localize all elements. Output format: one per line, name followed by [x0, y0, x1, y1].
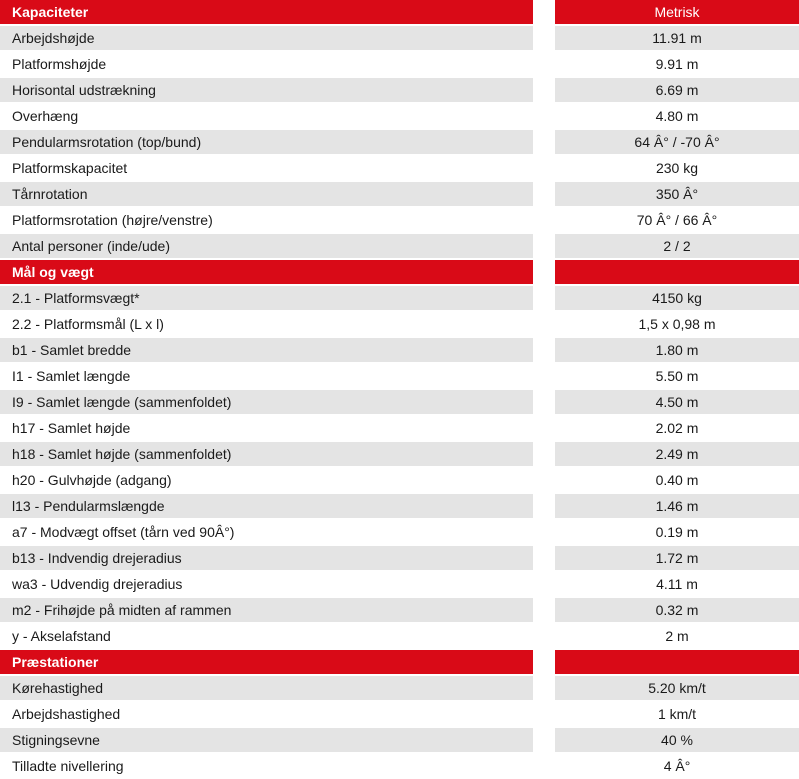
row-label: h17 - Samlet højde — [0, 416, 533, 440]
table-row — [0, 208, 799, 232]
row-label: h18 - Samlet højde (sammenfoldet) — [0, 442, 533, 466]
table-row — [0, 130, 799, 154]
row-label: Platformskapacitet — [0, 156, 533, 180]
row-label: l13 - Pendularmslængde — [0, 494, 533, 518]
row-value: 70 Â° / 66 Â° — [555, 208, 799, 232]
row-label: Tårnrotation — [0, 182, 533, 206]
table-row — [0, 442, 799, 466]
row-value: 5.20 km/t — [555, 676, 799, 700]
row-label: Stigningsevne — [0, 728, 533, 752]
row-value: 0.32 m — [555, 598, 799, 622]
table-row — [0, 338, 799, 362]
row-value: 1,5 x 0,98 m — [555, 312, 799, 336]
table-row — [0, 26, 799, 50]
row-value: 11.91 m — [555, 26, 799, 50]
table-row — [0, 416, 799, 440]
row-value: 2 / 2 — [555, 234, 799, 258]
row-label: h20 - Gulvhøjde (adgang) — [0, 468, 533, 492]
row-label: I1 - Samlet længde — [0, 364, 533, 388]
row-value: 2.49 m — [555, 442, 799, 466]
table-row — [0, 104, 799, 128]
row-label: y - Akselafstand — [0, 624, 533, 648]
row-value: 4.50 m — [555, 390, 799, 414]
row-value: 6.69 m — [555, 78, 799, 102]
row-label: Tilladte nivellering — [0, 754, 533, 778]
row-label: b13 - Indvendig drejeradius — [0, 546, 533, 570]
row-value: 1.46 m — [555, 494, 799, 518]
row-label: Pendularmsrotation (top/bund) — [0, 130, 533, 154]
table-row — [0, 520, 799, 544]
section-header-maal-og-vaegt — [0, 260, 799, 284]
row-value: 4.11 m — [555, 572, 799, 596]
table-row — [0, 312, 799, 336]
row-value: 230 kg — [555, 156, 799, 180]
table-row — [0, 728, 799, 752]
row-label: a7 - Modvægt offset (tårn ved 90Â°) — [0, 520, 533, 544]
table-row — [0, 52, 799, 76]
row-label: Overhæng — [0, 104, 533, 128]
row-value: 9.91 m — [555, 52, 799, 76]
section-title: Præstationer — [0, 650, 533, 674]
row-value: 2 m — [555, 624, 799, 648]
row-value: 4.80 m — [555, 104, 799, 128]
row-label: Kørehastighed — [0, 676, 533, 700]
row-label: 2.2 - Platformsmål (L x l) — [0, 312, 533, 336]
row-label: I9 - Samlet længde (sammenfoldet) — [0, 390, 533, 414]
table-row — [0, 182, 799, 206]
row-value: 0.40 m — [555, 468, 799, 492]
row-value: 1 km/t — [555, 702, 799, 726]
table-row — [0, 468, 799, 492]
row-label: 2.1 - Platformsvægt* — [0, 286, 533, 310]
table-row — [0, 364, 799, 388]
table-row — [0, 702, 799, 726]
table-row — [0, 390, 799, 414]
section-header-praestationer — [0, 650, 799, 674]
row-value: 4150 kg — [555, 286, 799, 310]
table-row — [0, 546, 799, 570]
row-value: 1.80 m — [555, 338, 799, 362]
table-row — [0, 78, 799, 102]
row-value: 350 Â° — [555, 182, 799, 206]
table-row — [0, 624, 799, 648]
row-value: 4 Â° — [555, 754, 799, 778]
row-label: b1 - Samlet bredde — [0, 338, 533, 362]
table-row — [0, 598, 799, 622]
row-label: Antal personer (inde/ude) — [0, 234, 533, 258]
row-value: 40 % — [555, 728, 799, 752]
row-value: 1.72 m — [555, 546, 799, 570]
table-row — [0, 572, 799, 596]
section-title: Mål og vægt — [0, 260, 533, 284]
column-header — [555, 260, 799, 284]
table-row — [0, 234, 799, 258]
row-value: 64 Â° / -70 Â° — [555, 130, 799, 154]
section-header-kapaciteter — [0, 0, 799, 24]
table-row — [0, 676, 799, 700]
section-title: Kapaciteter — [0, 0, 533, 24]
row-label: Arbejdshøjde — [0, 26, 533, 50]
row-value: 2.02 m — [555, 416, 799, 440]
table-row — [0, 754, 799, 778]
row-label: m2 - Frihøjde på midten af rammen — [0, 598, 533, 622]
column-header — [555, 650, 799, 674]
row-value: 0.19 m — [555, 520, 799, 544]
row-label: wa3 - Udvendig drejeradius — [0, 572, 533, 596]
row-value: 5.50 m — [555, 364, 799, 388]
row-label: Arbejdshastighed — [0, 702, 533, 726]
table-row — [0, 286, 799, 310]
row-label: Platformsrotation (højre/venstre) — [0, 208, 533, 232]
table-row — [0, 494, 799, 518]
column-header-metrisk: Metrisk — [555, 0, 799, 24]
table-row — [0, 156, 799, 180]
row-label: Platformshøjde — [0, 52, 533, 76]
row-label: Horisontal udstrækning — [0, 78, 533, 102]
